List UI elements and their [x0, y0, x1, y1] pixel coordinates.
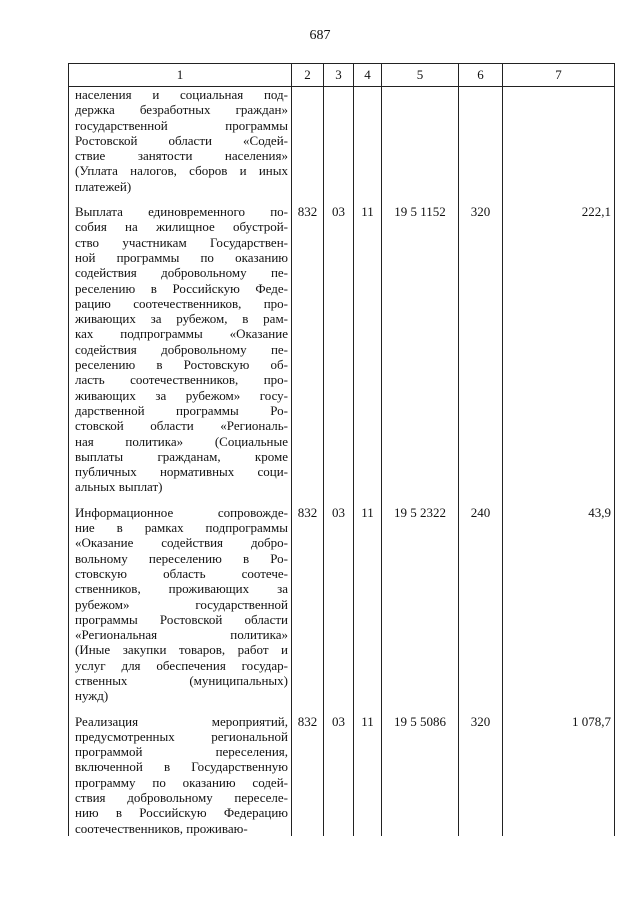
- description-line: ствие занятости населения»: [75, 148, 288, 164]
- subsection-code: 11: [354, 714, 382, 836]
- description-line: программу по оказанию содей-: [75, 774, 288, 790]
- table-row: [69, 204, 615, 495]
- description-line: ственников, проживающих за: [75, 581, 288, 597]
- description-line: ласть соотечественников, про-: [75, 372, 288, 388]
- description-line: дарственной программы Ро-: [75, 402, 288, 418]
- description-line: собия на жилищное обустрой-: [75, 219, 288, 235]
- description-line: стовскую область соотече-: [75, 565, 288, 581]
- column-header-7: 7: [503, 64, 615, 87]
- description-line: содействия добровольному пе-: [75, 265, 288, 281]
- table-row: [69, 87, 615, 195]
- description-line: платежей): [75, 178, 132, 194]
- expense-type: [459, 87, 503, 195]
- target-article: 19 5 1152: [382, 204, 459, 495]
- description-line: рубежом» государственной: [75, 596, 288, 612]
- description-line: живающих за рубежом, в рам-: [75, 311, 288, 327]
- section-code: 03: [324, 204, 354, 495]
- description-line: публичных нормативных соци-: [75, 464, 288, 480]
- description-line: включенной в Государственную: [75, 759, 288, 775]
- spacer-cell: [354, 704, 382, 714]
- description-line: ство участникам Государствен-: [75, 234, 288, 250]
- description-line: Ростовской области «Содей-: [75, 132, 288, 148]
- description-line: Выплата единовременного по-: [75, 204, 288, 220]
- target-article: 19 5 2322: [382, 505, 459, 704]
- admin-code: [292, 87, 324, 195]
- table-body: [69, 87, 615, 836]
- row-description: [69, 204, 292, 495]
- section-code: 03: [324, 505, 354, 704]
- description-line: предусмотренных региональной: [75, 728, 288, 744]
- subsection-code: 11: [354, 505, 382, 704]
- spacer-cell: [459, 495, 503, 505]
- admin-code: 832: [292, 505, 324, 704]
- description-line: Информационное сопровожде-: [75, 504, 288, 520]
- spacer-cell: [69, 194, 292, 204]
- column-header-5: 5: [382, 64, 459, 87]
- spacer-cell: [459, 194, 503, 204]
- spacer-cell: [292, 194, 324, 204]
- amount: 222,1: [503, 204, 615, 495]
- spacer-cell: [503, 194, 615, 204]
- row-spacer: [69, 194, 615, 204]
- description-line: реселению в Ростовскую об-: [75, 357, 288, 373]
- description-line: ках подпрограммы «Оказание: [75, 326, 288, 342]
- column-header-3: 3: [324, 64, 354, 87]
- spacer-cell: [324, 495, 354, 505]
- amount: [503, 87, 615, 195]
- description-line: содействия добровольному пе-: [75, 341, 288, 357]
- column-header-1: 1: [69, 64, 292, 87]
- spacer-cell: [382, 704, 459, 714]
- spacer-cell: [69, 704, 292, 714]
- description-line: (Уплата налогов, сборов и иных: [75, 163, 288, 179]
- description-line: реселению в Российскую Феде-: [75, 280, 288, 296]
- description-line: ная политика» (Социальные: [75, 433, 288, 449]
- description-line: ние в рамках подпрограммы: [75, 520, 288, 536]
- admin-code: 832: [292, 204, 324, 495]
- expense-type: 240: [459, 505, 503, 704]
- admin-code: 832: [292, 714, 324, 836]
- description-line: программы Ростовской области: [75, 611, 288, 627]
- row-description: [69, 714, 292, 836]
- row-spacer: [69, 704, 615, 714]
- description-line: живающих за рубежом» госу-: [75, 387, 288, 403]
- page-number: 687: [309, 28, 331, 43]
- column-header-6: 6: [459, 64, 503, 87]
- description-line: нужд): [75, 688, 109, 704]
- spacer-cell: [324, 194, 354, 204]
- expense-type: 320: [459, 714, 503, 836]
- description-line: государственной программы: [75, 117, 288, 133]
- subsection-code: 11: [354, 204, 382, 495]
- description-line: населения и социальная под-: [75, 87, 288, 102]
- description-line: альных выплат): [75, 479, 163, 495]
- spacer-cell: [292, 704, 324, 714]
- description-line: Реализация мероприятий,: [75, 713, 288, 729]
- description-line: нию в Российскую Федерацию: [75, 805, 288, 821]
- table-header-row: [69, 64, 615, 87]
- amount: 1 078,7: [503, 714, 615, 836]
- amount: 43,9: [503, 505, 615, 704]
- description-line: соотечественников, проживаю-: [75, 820, 248, 836]
- expense-type: 320: [459, 204, 503, 495]
- spacer-cell: [382, 495, 459, 505]
- target-article: [382, 87, 459, 195]
- description-line: вольному переселению в Ро-: [75, 550, 288, 566]
- subsection-code: [354, 87, 382, 195]
- description-line: выплаты гражданам, кроме: [75, 448, 288, 464]
- description-line: ственных (муниципальных): [75, 672, 288, 688]
- spacer-cell: [292, 495, 324, 505]
- description-line: «Оказание содействия добро-: [75, 535, 288, 551]
- spacer-cell: [354, 194, 382, 204]
- description-line: ствия добровольному переселе-: [75, 790, 288, 806]
- description-line: услуг для обеспечения государ-: [75, 657, 288, 673]
- section-code: 03: [324, 714, 354, 836]
- description-line: держка безработных граждан»: [75, 102, 288, 118]
- spacer-cell: [324, 704, 354, 714]
- column-header-4: 4: [354, 64, 382, 87]
- target-article: 19 5 5086: [382, 714, 459, 836]
- budget-table: [68, 63, 615, 836]
- table-row: [69, 714, 615, 836]
- description-line: «Региональная политика»: [75, 627, 288, 643]
- description-line: (Иные закупки товаров, работ и: [75, 642, 288, 658]
- row-spacer: [69, 495, 615, 505]
- section-code: [324, 87, 354, 195]
- description-line: рацию соотечественников, про-: [75, 295, 288, 311]
- spacer-cell: [69, 495, 292, 505]
- description-line: ной программы по оказанию: [75, 249, 288, 265]
- spacer-cell: [459, 704, 503, 714]
- column-header-2: 2: [292, 64, 324, 87]
- table-row: [69, 505, 615, 704]
- description-line: программой переселения,: [75, 744, 288, 760]
- spacer-cell: [503, 704, 615, 714]
- spacer-cell: [382, 194, 459, 204]
- spacer-cell: [503, 495, 615, 505]
- row-description: [69, 87, 292, 195]
- spacer-cell: [354, 495, 382, 505]
- description-line: стовской области «Региональ-: [75, 418, 288, 434]
- row-description: [69, 505, 292, 704]
